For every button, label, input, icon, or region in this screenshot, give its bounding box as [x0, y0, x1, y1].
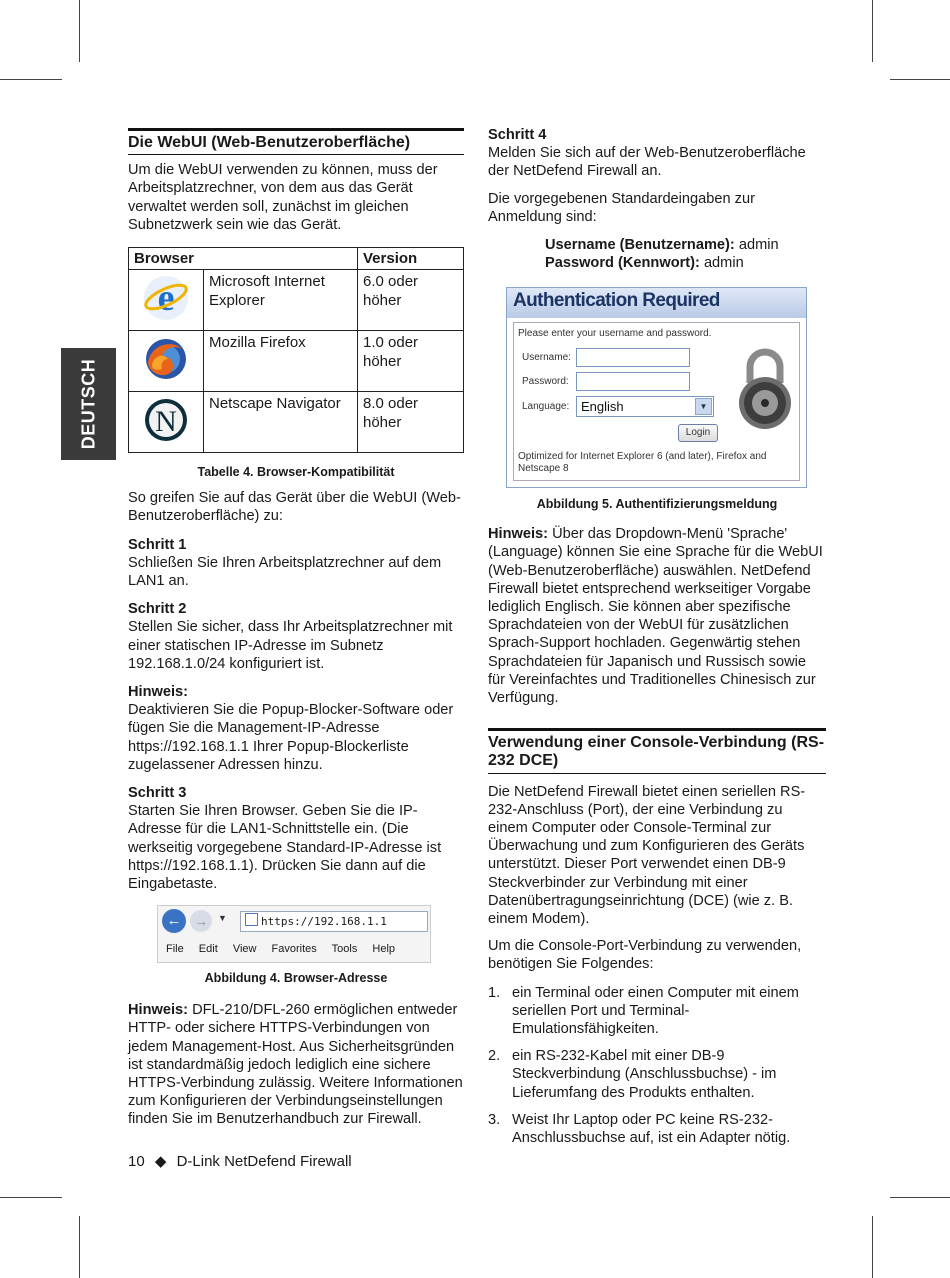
menu-file: File [166, 943, 184, 955]
browser-name: Mozilla Firefox [204, 331, 358, 392]
chevron-down-icon: ▼ [218, 913, 227, 923]
table-row [129, 270, 464, 331]
note1-text: Deaktivieren Sie die Popup-Blocker-Software oder fügen Sie die Management-IP-Adresse https://192.168.1.1 Ihrer Popup-Blockerliste zugelassener Adressen hinzu. [128, 702, 454, 773]
username-label: Username: [522, 352, 571, 363]
section-heading-console: Verwendung einer Console-Verbindung (RS-232 DCE) [488, 728, 826, 773]
fig4-caption: Abbildung 4. Browser-Adresse [204, 971, 388, 985]
list-item-number: 1. [488, 984, 501, 1001]
table-caption: Tabelle 4. Browser-Kompatibilität [197, 465, 395, 480]
auth-dialog-body [513, 322, 800, 481]
right-column [488, 126, 826, 272]
menu-view: View [232, 943, 257, 955]
requirements-list [488, 984, 826, 1148]
password-field[interactable] [576, 372, 690, 391]
crop-mark [872, 0, 873, 62]
list-item-number: 2. [488, 1048, 501, 1065]
browser-version: 1.0 oder höher [358, 331, 464, 392]
auth-dialog-title: Authentication Required [507, 288, 806, 318]
defaults-intro: Die vorgegebenen Standardeingaben zur Anmeldung sind: [488, 190, 755, 225]
left-column [128, 128, 464, 893]
step4-text: Melden Sie sich auf der Web-Benutzeroberfläche der NetDefend Firewall an. [488, 145, 806, 180]
list-item-text: Weist Ihr Laptop oder PC keine RS-232-Anschlussbuchse auf, ist ein Adapter nötig. [512, 1111, 791, 1147]
browser-menu-bar [166, 943, 395, 955]
svg-text:e: e [157, 276, 175, 319]
username-default-label: Username (Benutzername): [545, 237, 735, 254]
language-select[interactable] [576, 396, 714, 417]
note3-title: Hinweis: [488, 526, 549, 543]
browser-version: 6.0 oder höher [358, 270, 464, 331]
fig5-caption: Abbildung 5. Authentifizierungsmeldung [536, 497, 778, 511]
note2-title: Hinweis: [128, 1002, 189, 1019]
crop-mark [0, 1197, 62, 1198]
browser-name: Netscape Navigator [204, 392, 358, 453]
left-column-lower [128, 969, 464, 1129]
table-row [129, 331, 464, 392]
crop-mark [0, 79, 62, 80]
password-default [488, 254, 826, 272]
username-default-value: admin [738, 237, 779, 254]
language-label: Language: [522, 401, 570, 412]
menu-help: Help [372, 943, 396, 955]
page-footer [128, 1152, 352, 1170]
step1-title: Schritt 1 [128, 536, 187, 553]
menu-edit: Edit [198, 943, 218, 955]
svg-text:N: N [155, 404, 177, 438]
step2-title: Schritt 2 [128, 601, 187, 618]
list-item-text: ein RS-232-Kabel mit einer DB-9 Steckverbindung (Anschlussbuchse) - im Lieferumfang des Produkts enthalten. [512, 1048, 777, 1101]
crop-mark [79, 0, 80, 62]
auth-prompt: Please enter your username and password. [518, 328, 712, 339]
browser-table [128, 247, 464, 453]
login-button[interactable] [678, 424, 718, 442]
page-number: 10 [128, 1153, 145, 1170]
step3-text: Starten Sie Ihren Browser. Geben Sie die IP-Adresse für die LAN1-Schnittstelle ein. (Die werkseitig vorgegebene Standard-IP-Adresse ist https://192.168.1.1). Drücken Sie dann auf die Eingabetaste. [128, 803, 442, 893]
crop-mark [79, 1216, 80, 1278]
intro-text: Um die WebUI verwenden zu können, muss der Arbeitsplatzrechner, von dem aus das Gerät verwaltet werden soll, zunächst im gleichen Subnetzwerk sein wie das Gerät. [128, 162, 438, 233]
console-text: Die NetDefend Firewall bietet einen seriellen RS-232-Anschluss (Port), der eine Verbindung zu einem Computer oder Console-Terminal zur Überwachung und zum Konfigurieren des Geräts unterstützt. Dieser Port verwendet einen DB-9 Steckverbinder zur Verbindung mit einer Datenübertragungseinrichtung (DCE) (wie z. B. einem Modem). [488, 783, 806, 928]
note2-text: DFL-210/DFL-260 ermöglichen entweder HTTP- oder sichere HTTPS-Verbindungen von jedem Management-Host. Aus Sicherheitsgründen ist standardmäßig jedoch lediglich eine sichere HTTPS-Verbindung zulässig. Weitere Informationen zum Konfigurieren der Verbindungseinstellungen finden Sie im Benutzerhandbuch zur Firewall. [128, 1002, 463, 1128]
list-item-number: 3. [488, 1111, 501, 1128]
browser-address-screenshot [157, 905, 431, 963]
crop-mark [890, 79, 950, 80]
page-icon [245, 913, 258, 926]
note3-text: Über das Dropdown-Menü 'Sprache' (Language) können Sie eine Sprache für die WebUI (Web-Benutzeroberfläche) auswählen. NetDefend Firewall bietet entsprechend werkseitiger Vorgabe lediglich Englisch. Sie können aber spezifische Sprachdateien von der WebUI für zusätzlichen Sprach-Support hochladen. Gegenwärtig stehen Sprachdateien für Japanisch und Russisch sowie für Vereinfachtes und Traditionelles Chinesisch zur Verfügung. [488, 526, 823, 707]
step3-title: Schritt 3 [128, 785, 187, 802]
step1-text: Schließen Sie Ihren Arbeitsplatzrechner auf dem LAN1 an. [128, 554, 442, 590]
menu-favorites: Favorites [271, 943, 317, 955]
list-item-text: ein Terminal oder einen Computer mit einem seriellen Port und Terminal-Emulationsfähigkeiten. [512, 984, 799, 1038]
password-default-label: Password (Kennwort): [545, 255, 700, 272]
language-side-tab [61, 348, 116, 460]
back-button-icon: ← [162, 909, 186, 933]
browser-name: Microsoft Internet Explorer [204, 270, 358, 331]
list-item [488, 1047, 826, 1102]
password-label: Password: [522, 376, 569, 387]
username-field[interactable] [576, 348, 690, 367]
padlock-icon [736, 345, 794, 434]
password-default-value: admin [703, 255, 744, 272]
crop-mark [872, 1216, 873, 1278]
side-tab-label: DEUTSCH [78, 358, 98, 450]
address-url: https://192.168.1.1 [261, 915, 387, 928]
menu-tools: Tools [331, 943, 358, 955]
username-default [488, 236, 826, 254]
access-intro: So greifen Sie auf das Gerät über die WebUI (Web-Benutzeroberfläche) zu: [128, 490, 461, 525]
chevron-down-icon: ▼ [695, 398, 712, 415]
note3 [488, 525, 826, 707]
note2 [128, 1001, 464, 1128]
needs-intro: Um die Console-Port-Verbindung zu verwenden, benötigen Sie Folgendes: [488, 938, 802, 973]
auth-footnote: Optimized for Internet Explorer 6 (and later), Firefox and Netscape 8 [518, 451, 767, 474]
netscape-icon [129, 392, 204, 453]
table-header-row [129, 248, 464, 270]
table-row [129, 392, 464, 453]
list-item [488, 1111, 826, 1147]
browser-version: 8.0 oder höher [358, 392, 464, 453]
diamond-bullet-icon: ◆ [154, 1153, 167, 1170]
firefox-icon [129, 331, 204, 392]
right-column-lower [488, 495, 826, 1156]
language-selected-value: English [581, 399, 624, 414]
footer-title: D-Link NetDefend Firewall [176, 1153, 352, 1170]
authentication-dialog-screenshot [506, 287, 807, 488]
forward-button-icon: → [190, 910, 212, 932]
address-bar [240, 911, 428, 932]
step2-text: Stellen Sie sicher, dass Ihr Arbeitsplatzrechner mit einer statischen IP-Adresse im Subnetz 192.168.1.0/24 konfiguriert ist. [128, 619, 453, 672]
step4-title: Schritt 4 [488, 127, 547, 143]
section-heading-webui: Die WebUI (Web-Benutzeroberfläche) [128, 128, 464, 155]
list-item [488, 984, 826, 1039]
table-header-version: Version [358, 248, 464, 270]
login-button-label: Login [685, 427, 711, 438]
internet-explorer-icon [129, 270, 204, 331]
crop-mark [890, 1197, 950, 1198]
table-header-browser: Browser [129, 248, 358, 270]
note1-title: Hinweis: [128, 684, 189, 701]
